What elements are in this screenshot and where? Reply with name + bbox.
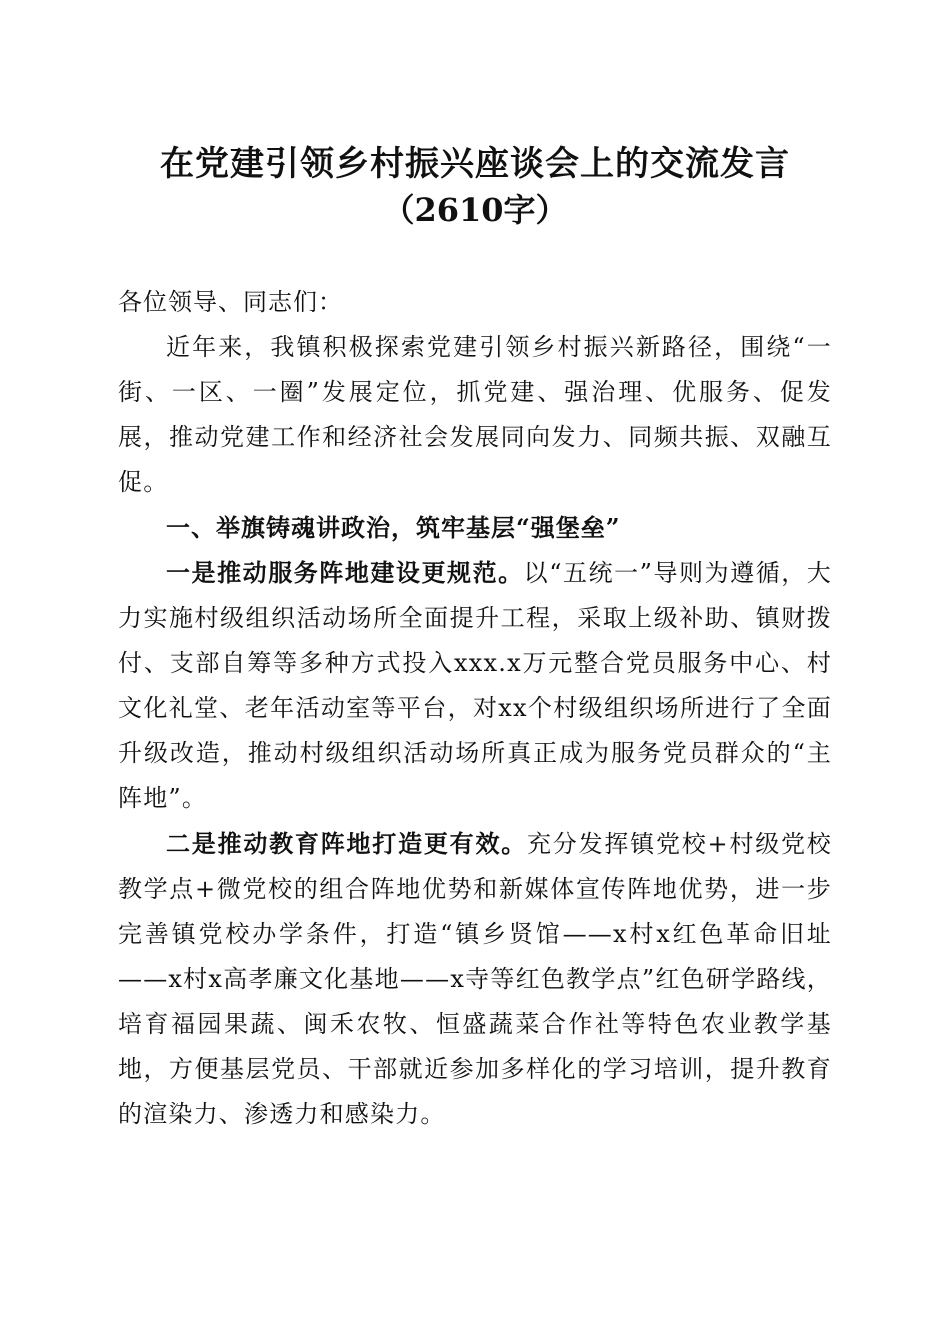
paragraph-lead: 二是推动教育阵地打造更有效。 [166, 829, 528, 858]
paragraph-service-positions [118, 550, 832, 821]
paragraph-lead: 一是推动服务阵地建设更规范。 [166, 558, 524, 587]
document-body [118, 280, 832, 1137]
paragraph-text: 充分发挥镇党校+村级党校教学点+微党校的组合阵地优势和新媒体宣传阵地优势，进一步完善镇党校办学条件，打造“镇乡贤馆——x村x红色革命旧址——x村x高孝廉文化基地——x寺等红色教学点”红色研学路线，培育福园果蔬、闽禾农牧、恒盛蔬菜合作社等特色农业教学基地，方便基层党员、干部就近参加多样化的学习培训，提升教育的渲染力、渗透力和感染力。 [118, 830, 832, 1128]
salutation: 各位领导、同志们： [118, 288, 343, 316]
section-heading: 一、举旗铸魂讲政治，筑牢基层“强堡垒” [166, 513, 621, 542]
document-subtitle: （2610字） [382, 191, 568, 229]
document-title: 在党建引领乡村振兴座谈会上的交流发言 [160, 144, 790, 184]
intro-paragraph: 近年来，我镇积极探索党建引领乡村振兴新路径，围绕“一街、一区、一圈”发展定位，抓党建、强治理、优服务、促发展，推动党建工作和经济社会发展同向发力、同频共振、双融互促。 [118, 333, 832, 496]
paragraph-text: 以“五统一”导则为遵循，大力实施村级组织活动场所全面提升工程，采取上级补助、镇财拨付、支部自筹等多种方式投入xxx.x万元整合党员服务中心、村文化礼堂、老年活动室等平台，对xx个村级组织场所进行了全面升级改造，推动村级组织活动场所真正成为服务党员群众的“主阵地”。 [118, 559, 832, 812]
paragraph-education-positions [118, 821, 832, 1137]
